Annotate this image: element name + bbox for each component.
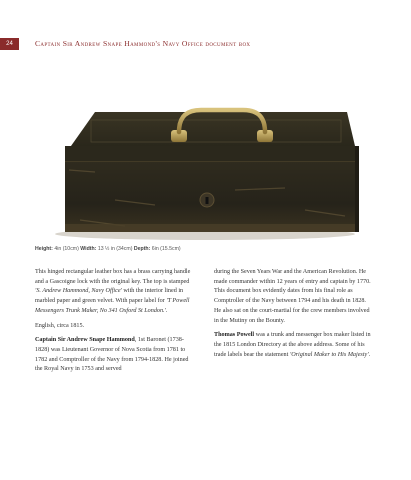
biography-paragraph	[35, 336, 195, 375]
dimensions-caption	[35, 246, 181, 252]
document-box-photo	[35, 60, 375, 240]
maker-period: .	[368, 351, 371, 358]
hammond-name: Captain Sir Andrew Snape Hammond	[35, 337, 135, 344]
depth-value: 6in (15.5cm)	[151, 246, 181, 252]
maker-text: was a trunk and messenger box maker listed in the 1815 London Directory at the above address. Some of his trade labels bear the statement	[214, 332, 371, 358]
running-head: Captain Sir Andrew Snape Hammond's Navy Office document box	[35, 39, 251, 48]
label-quote: 'T Powell Messengers Trunk Maker, No 341 Oxford St London.'	[35, 298, 190, 314]
date-paragraph: English, circa 1815.	[35, 322, 85, 329]
depth-label: Depth:	[133, 246, 151, 252]
description-text: This hinged rectangular leather box has a brass carrying handle and a Gascoigne lock with the original key. The top is stamped	[35, 269, 191, 285]
height-value: 4in (10cm)	[54, 246, 79, 252]
left-column	[35, 268, 195, 380]
description-period: .	[165, 307, 168, 314]
height-label: Height:	[35, 246, 53, 252]
biography-text: , 1st Baronet (1738-1828) was Lieutenant Governor of Nova Scotia from 1781 to 1782 and Comptroller of the Navy from 1794-1828. He joined the Royal Navy in 1753 and served	[35, 337, 189, 373]
description-text-2: with the interior lined in marbled paper and green velvet. With paper label for	[35, 288, 184, 305]
width-value: 13 ½ in (34cm)	[97, 246, 133, 252]
width-label: Width:	[80, 246, 97, 252]
page-number: 24	[0, 38, 19, 50]
maker-quote: 'Original Maker to His Majesty'	[289, 351, 369, 358]
right-column	[214, 268, 374, 365]
powell-name: Thomas Powell	[214, 332, 255, 339]
maker-paragraph	[214, 331, 374, 360]
box-lid-top	[71, 112, 355, 146]
biography-continued: during the Seven Years War and the American Revolution. He made commander within 12 years of entry and captain by 1770. This document box evidently dates from his final role as Comptroller of the Navy between 1794 and his death in 1828. He also sat on the court-martial for the crew members involved in the Mutiny on the Bounty.	[214, 269, 371, 324]
box-lid-front	[65, 146, 359, 162]
keyhole-icon	[206, 197, 209, 204]
description-paragraph	[35, 268, 195, 317]
stamp-quote: 'S. Andrew Hammond, Navy Office'	[35, 288, 122, 295]
